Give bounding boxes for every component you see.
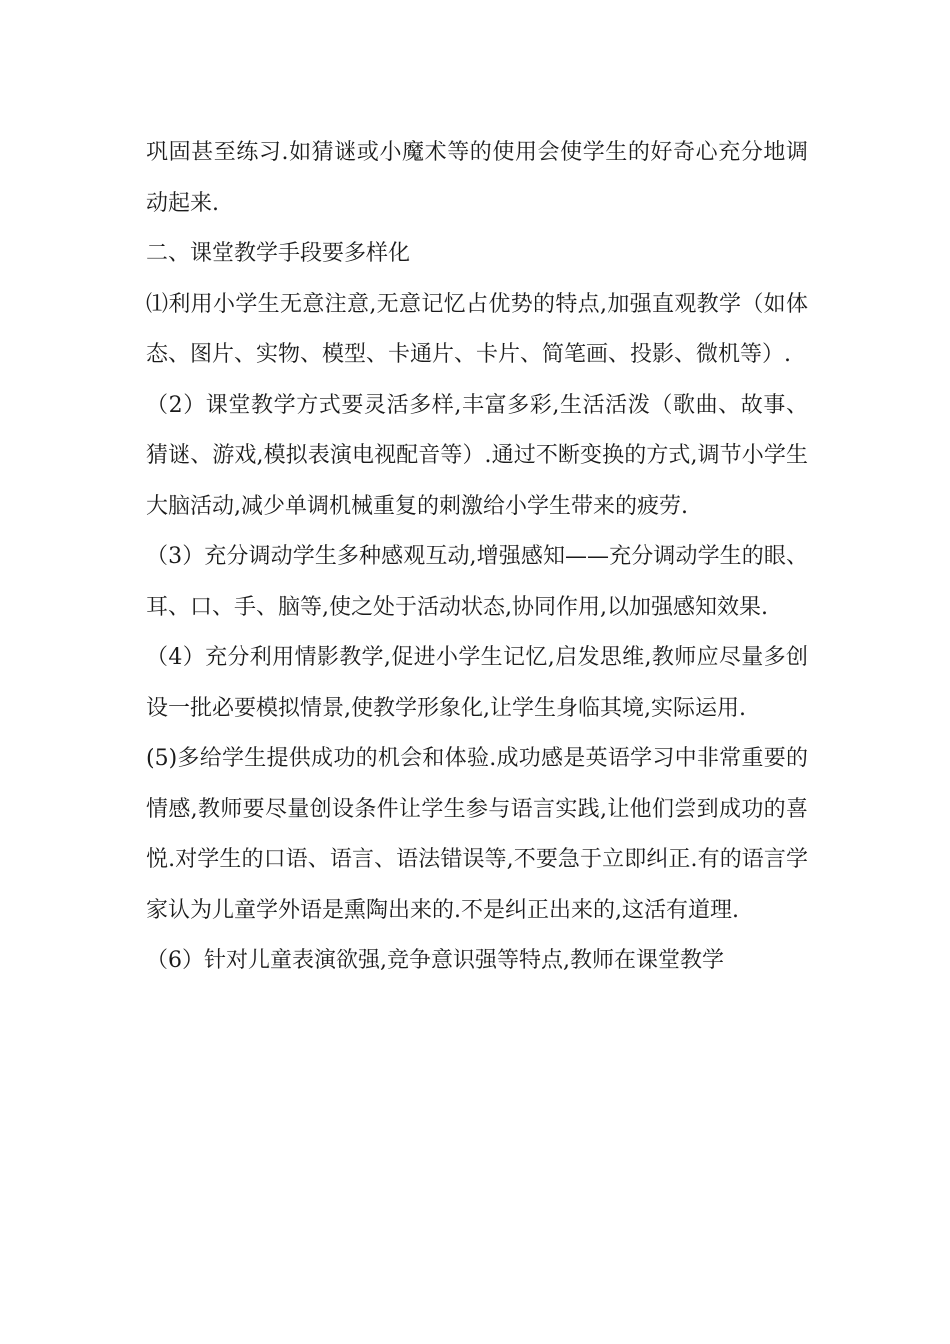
paragraph-item-2: （2）课堂教学方式要灵活多样,丰富多彩,生活活泼（歌曲、故事、猜谜、游戏,模拟表演电视配音等）.通过不断变换的方式,调节小学生大脑活动,减少单调机械重复的刺激给小学生带来的疲劳. — [146, 392, 808, 519]
document-body — [146, 128, 808, 987]
paragraph-item-5: (5)多给学生提供成功的机会和体验.成功感是英语学习中非常重要的情感,教师要尽量创设条件让学生参与语言实践,让他们尝到成功的喜悦.对学生的口语、语言、语法错误等,不要急于立即纠正.有的语言学家认为儿童学外语是熏陶出来的.不是纠正出来的,这活有道理. — [146, 746, 808, 923]
paragraph-item-1: ⑴利用小学生无意注意,无意记忆占优势的特点,加强直观教学（如体态、图片、实物、模型、卡通片、卡片、简笔画、投影、微机等）. — [146, 291, 808, 367]
paragraph-item-3: （3）充分调动学生多种感观互动,增强感知——充分调动学生的眼、耳、口、手、脑等,使之处于活动状态,协同作用,以加强感知效果. — [146, 544, 808, 620]
paragraph-item-6: （6）针对儿童表演欲强,竞争意识强等特点,教师在课堂教学 — [146, 948, 724, 973]
paragraph-1: 巩固甚至练习.如猜谜或小魔术等的使用会使学生的好奇心充分地调动起来. — [146, 140, 808, 216]
section-heading-2: 二、课堂教学手段要多样化 — [146, 241, 411, 266]
paragraph-item-4: （4）充分利用情影教学,促进小学生记忆,启发思维,教师应尽量多创设一批必要模拟情景,使教学形象化,让学生身临其境,实际运用. — [146, 645, 808, 721]
